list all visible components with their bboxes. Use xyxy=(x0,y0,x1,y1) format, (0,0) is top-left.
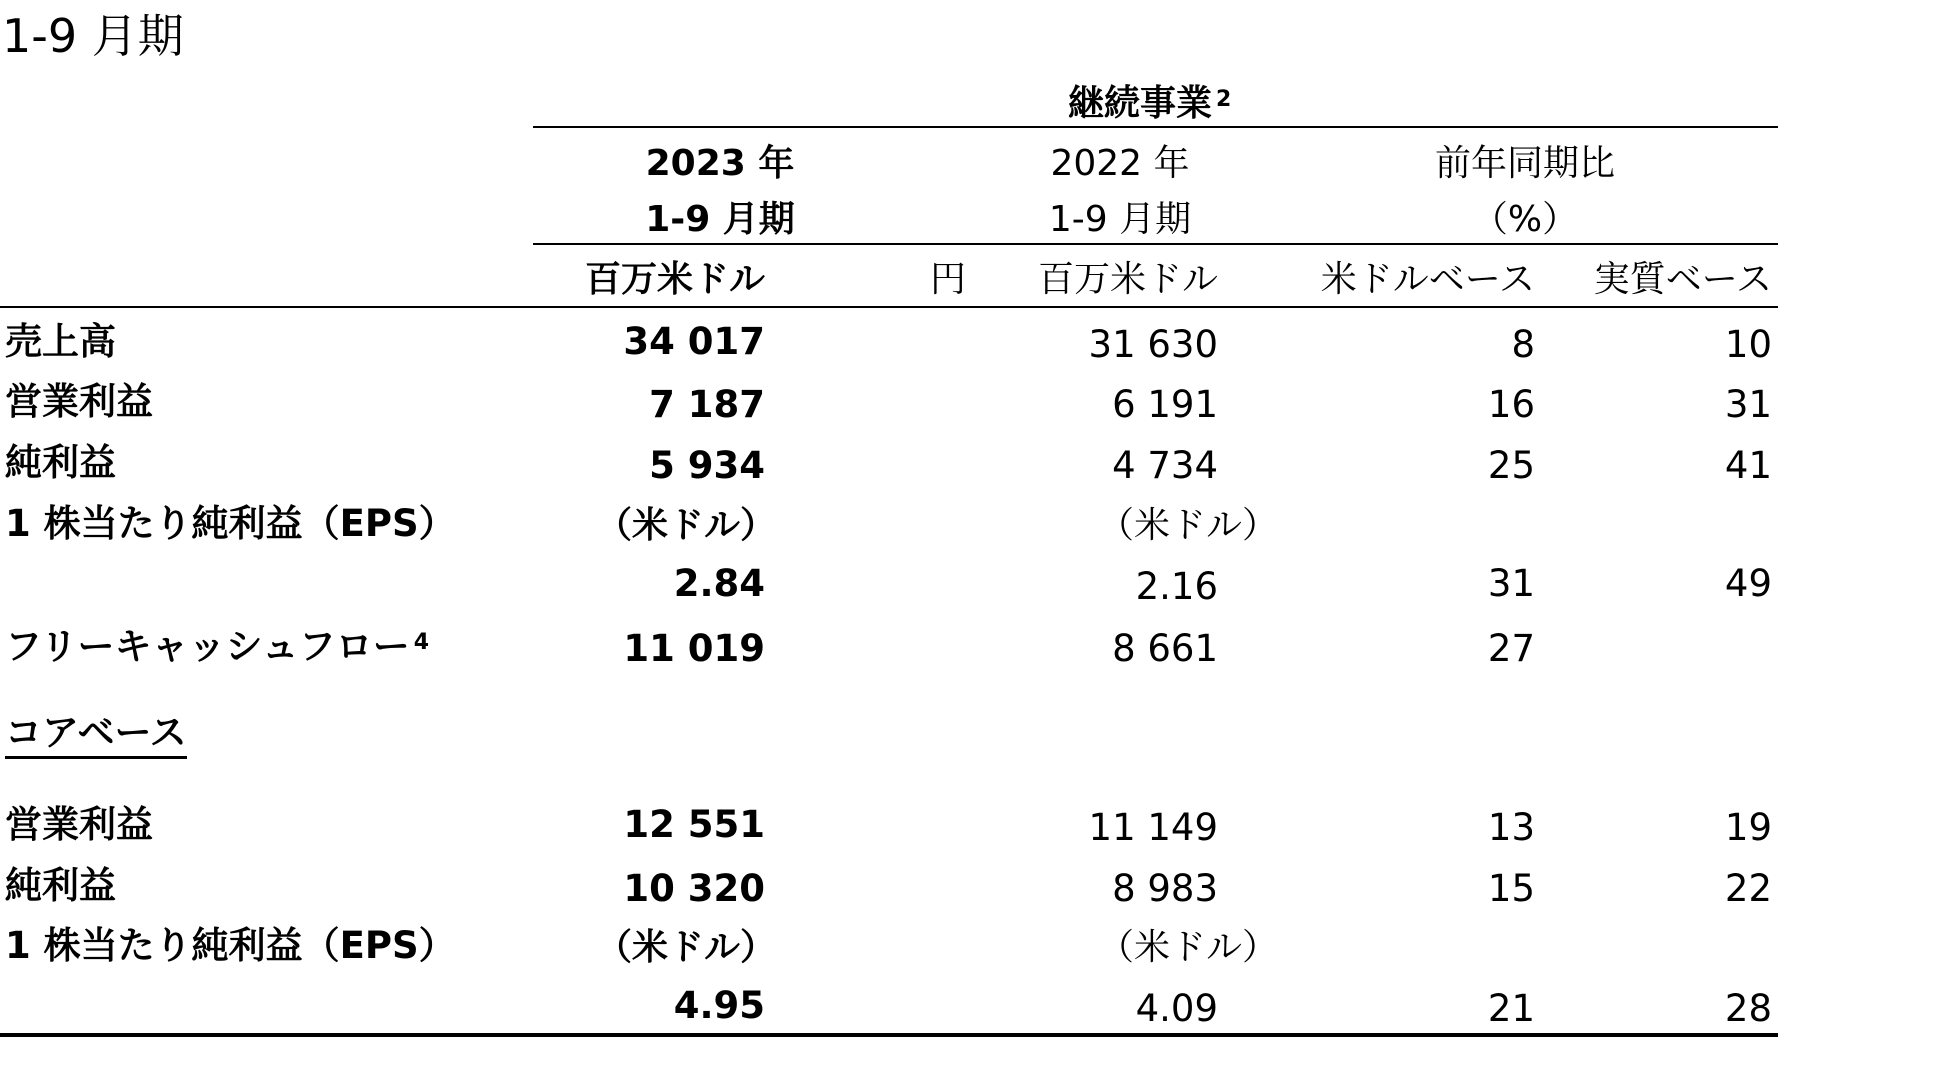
cell-2023: 12 551 xyxy=(623,803,765,846)
unit-constant-base: 実質ベース xyxy=(1593,259,1772,300)
continuing-operations-header xyxy=(1068,82,1231,126)
group-label: 継続事業 xyxy=(1068,83,1213,124)
cell-2022: 8 983 xyxy=(1112,867,1218,910)
cell-2023: 2.84 xyxy=(673,562,765,605)
cell-2022: 6 191 xyxy=(1112,383,1218,426)
core-row-label-eps: 1 株当たり純利益（EPS） xyxy=(5,924,456,967)
unit-yen: 円 xyxy=(930,259,967,300)
col-2022-year: 2022 年 xyxy=(1050,143,1190,184)
row-label-free-cash-flow xyxy=(5,624,429,670)
cell-cc-change: 19 xyxy=(1724,806,1772,849)
cell-2023: 7 187 xyxy=(649,383,765,426)
col-2022-period: 1-9 月期 xyxy=(1048,199,1192,240)
cell-cc-change: 31 xyxy=(1724,383,1772,426)
cell-2023: 34 017 xyxy=(623,320,765,363)
cell-2023: 4.95 xyxy=(673,984,765,1027)
row-label-eps: 1 株当たり純利益（EPS） xyxy=(5,502,456,545)
core-row-label-operating-income: 営業利益 xyxy=(5,803,153,846)
col-change-unit: （%） xyxy=(1471,199,1579,240)
cell-cc-change: 49 xyxy=(1724,562,1772,605)
col-2023-year: 2023 年 xyxy=(645,143,795,184)
cell-cc-change: 22 xyxy=(1724,867,1772,910)
header-rule-bottom xyxy=(0,306,1778,308)
cell-usd-change: 13 xyxy=(1487,806,1535,849)
cell-2022: 8 661 xyxy=(1112,627,1218,670)
cell-2023: 10 320 xyxy=(623,867,765,910)
unit-2022-usd: 百万米ドル xyxy=(1037,259,1218,300)
eps-unit-2023: （米ドル） xyxy=(596,505,777,546)
cell-2022: 4 734 xyxy=(1112,444,1218,487)
row-label-net-income: 純利益 xyxy=(5,441,116,484)
header-rule-middle xyxy=(533,243,1778,245)
core-heading-text: コアベース xyxy=(5,711,187,759)
footnote-marker: 4 xyxy=(413,630,430,655)
row-label-operating-income: 営業利益 xyxy=(5,380,153,423)
eps-unit-2022: （米ドル） xyxy=(1098,505,1279,546)
cell-2023: 11 019 xyxy=(623,627,765,670)
cell-cc-change: 28 xyxy=(1724,987,1772,1030)
cell-2022: 2.16 xyxy=(1135,565,1218,608)
cell-usd-change: 8 xyxy=(1511,323,1535,366)
cell-2022: 4.09 xyxy=(1135,987,1218,1030)
table-bottom-rule xyxy=(0,1033,1778,1037)
cell-2022: 11 149 xyxy=(1088,806,1218,849)
cell-usd-change: 16 xyxy=(1487,383,1535,426)
cell-usd-change: 31 xyxy=(1487,562,1535,605)
cell-usd-change: 27 xyxy=(1487,627,1535,670)
row-label-revenue: 売上高 xyxy=(5,320,116,363)
core-row-label-net-income: 純利益 xyxy=(5,864,116,907)
unit-usd-base: 米ドルベース xyxy=(1320,259,1535,300)
cell-usd-change: 21 xyxy=(1487,987,1535,1030)
col-2023-period: 1-9 月期 xyxy=(645,199,795,240)
header-rule-top xyxy=(533,126,1778,128)
col-change-header: 前年同期比 xyxy=(1434,143,1615,184)
footnote-marker: 2 xyxy=(1216,87,1232,112)
core-eps-unit-2023: （米ドル） xyxy=(596,927,777,968)
cell-2022: 31 630 xyxy=(1088,323,1218,366)
cell-cc-change: 41 xyxy=(1724,444,1772,487)
cell-2023: 5 934 xyxy=(649,444,765,487)
core-basis-heading xyxy=(5,710,187,756)
fcf-label-text: フリーキャッシュフロー xyxy=(5,625,410,668)
cell-usd-change: 15 xyxy=(1487,867,1535,910)
cell-usd-change: 25 xyxy=(1487,444,1535,487)
core-eps-unit-2022: （米ドル） xyxy=(1098,927,1279,968)
cell-cc-change: 10 xyxy=(1724,323,1772,366)
page-title: 1-9 月期 xyxy=(2,9,184,63)
unit-2023-usd: 百万米ドル xyxy=(584,259,765,300)
